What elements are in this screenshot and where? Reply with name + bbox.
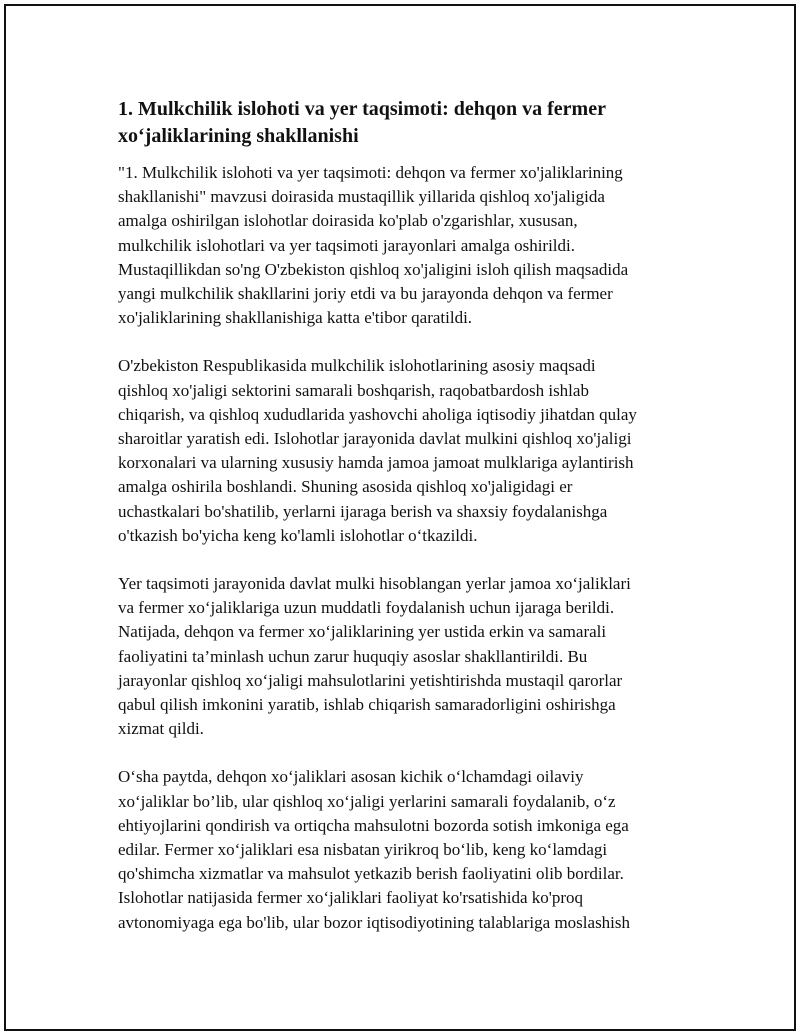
text-line: o'tkazish bo'yicha keng ko'lamli islohotlar o‘tkazildi.	[118, 525, 478, 545]
paragraph-1	[118, 161, 688, 330]
paragraph-2	[118, 354, 688, 548]
text-line: O‘sha paytda, dehqon xo‘jaliklari asosan kichik o‘lchamdagi oilaviy	[118, 767, 584, 787]
text-line: amalga oshirila boshlandi. Shuning asosida qishloq xo'jaligidagi er	[118, 477, 573, 497]
paragraph-3	[118, 572, 688, 741]
paragraph-4	[118, 765, 688, 934]
section-title	[118, 96, 688, 150]
text-line: faoliyatini ta’minlash uchun zarur huquqiy asoslar shakllantirildi. Bu	[118, 646, 588, 666]
text-line: amalga oshirilgan islohotlar doirasida ko'plab o'zgarishlar, xususan,	[118, 211, 578, 231]
text-line: qo'shimcha xizmatlar va mahsulot yetkazib berish faoliyatini olib bordilar.	[118, 864, 624, 884]
text-line: "1. Mulkchilik islohoti va yer taqsimoti: dehqon va fermer xo'jaliklarining	[118, 163, 623, 182]
text-line: edilar. Fermer xo‘jaliklari esa nisbatan yirikroq bo‘lib, keng ko‘lamdagi	[118, 840, 608, 860]
text-line: shakllanishi" mavzusi doirasida mustaqillik yillarida qishloq xo'jaligida	[118, 187, 605, 207]
text-line: korxonalari va ularning xususiy hamda jamoa jamoat mulklariga aylantirish	[118, 453, 634, 473]
title-line: 1. Mulkchilik islohoti va yer taqsimoti: dehqon va fermer	[118, 98, 606, 120]
text-line: qishloq xo'jaligi sektorini samarali boshqarish, raqobatbardosh ishlab	[118, 380, 589, 400]
text-line: va fermer xo‘jaliklariga uzun muddatli foydalanish uchun ijaraga berildi.	[118, 598, 615, 618]
text-line: xizmat qildi.	[118, 719, 204, 739]
text-line: xo‘jaliklar bo’lib, ular qishloq xo‘jaligi yerlarini samarali foydalanib, o‘z	[118, 791, 616, 811]
text-line: chiqarish, va qishloq xududlarida yashovchi aholiga iqtisodiy jihatdan qulay	[118, 404, 637, 424]
document-page	[4, 4, 796, 1031]
text-line: qabul qilish imkonini yaratib, ishlab chiqarish samaradorligini oshirishga	[118, 695, 616, 715]
text-line: mulkchilik islohotlari va yer taqsimoti jarayonlari amalga oshirildi.	[118, 235, 576, 255]
text-line: yangi mulkchilik shakllarini joriy etdi va bu jarayonda dehqon va fermer	[118, 284, 613, 304]
title-line: xoʻjaliklarining shakllanishi	[118, 125, 359, 147]
text-line: O'zbekiston Respublikasida mulkchilik islohotlarining asosiy maqsadi	[118, 356, 596, 376]
text-line: sharoitlar yaratish edi. Islohotlar jarayonida davlat mulkini qishloq xo'jaligi	[118, 429, 632, 449]
text-line: uchastkalari bo'shatilib, yerlarni ijaraga berish va shaxsiy foydalanishga	[118, 501, 608, 521]
text-line: ehtiyojlarini qondirish va ortiqcha mahsulotni bozorda sotish imkoniga ega	[118, 815, 629, 835]
text-line: Yer taqsimoti jarayonida davlat mulki hisoblangan yerlar jamoa xo‘jaliklari	[118, 574, 631, 594]
text-line: jarayonlar qishloq xo‘jaligi mahsulotlarini yetishtirishda mustaqil qarorlar	[118, 670, 623, 690]
text-line: Mustaqillikdan so'ng O'zbekiston qishloq xo'jaligini isloh qilish maqsadida	[118, 259, 629, 279]
text-line: Islohotlar natijasida fermer xo‘jaliklari faoliyat ko'rsatishida ko'proq	[118, 888, 583, 908]
text-line: xo'jaliklarining shakllanishiga katta e'tibor qaratildi.	[118, 308, 473, 328]
text-line: avtonomiyaga ega bo'lib, ular bozor iqtisodiyotining talablariga moslashish	[118, 912, 631, 932]
document-body	[118, 96, 688, 959]
text-line: Natijada, dehqon va fermer xo‘jaliklarining yer ustida erkin va samarali	[118, 622, 607, 642]
